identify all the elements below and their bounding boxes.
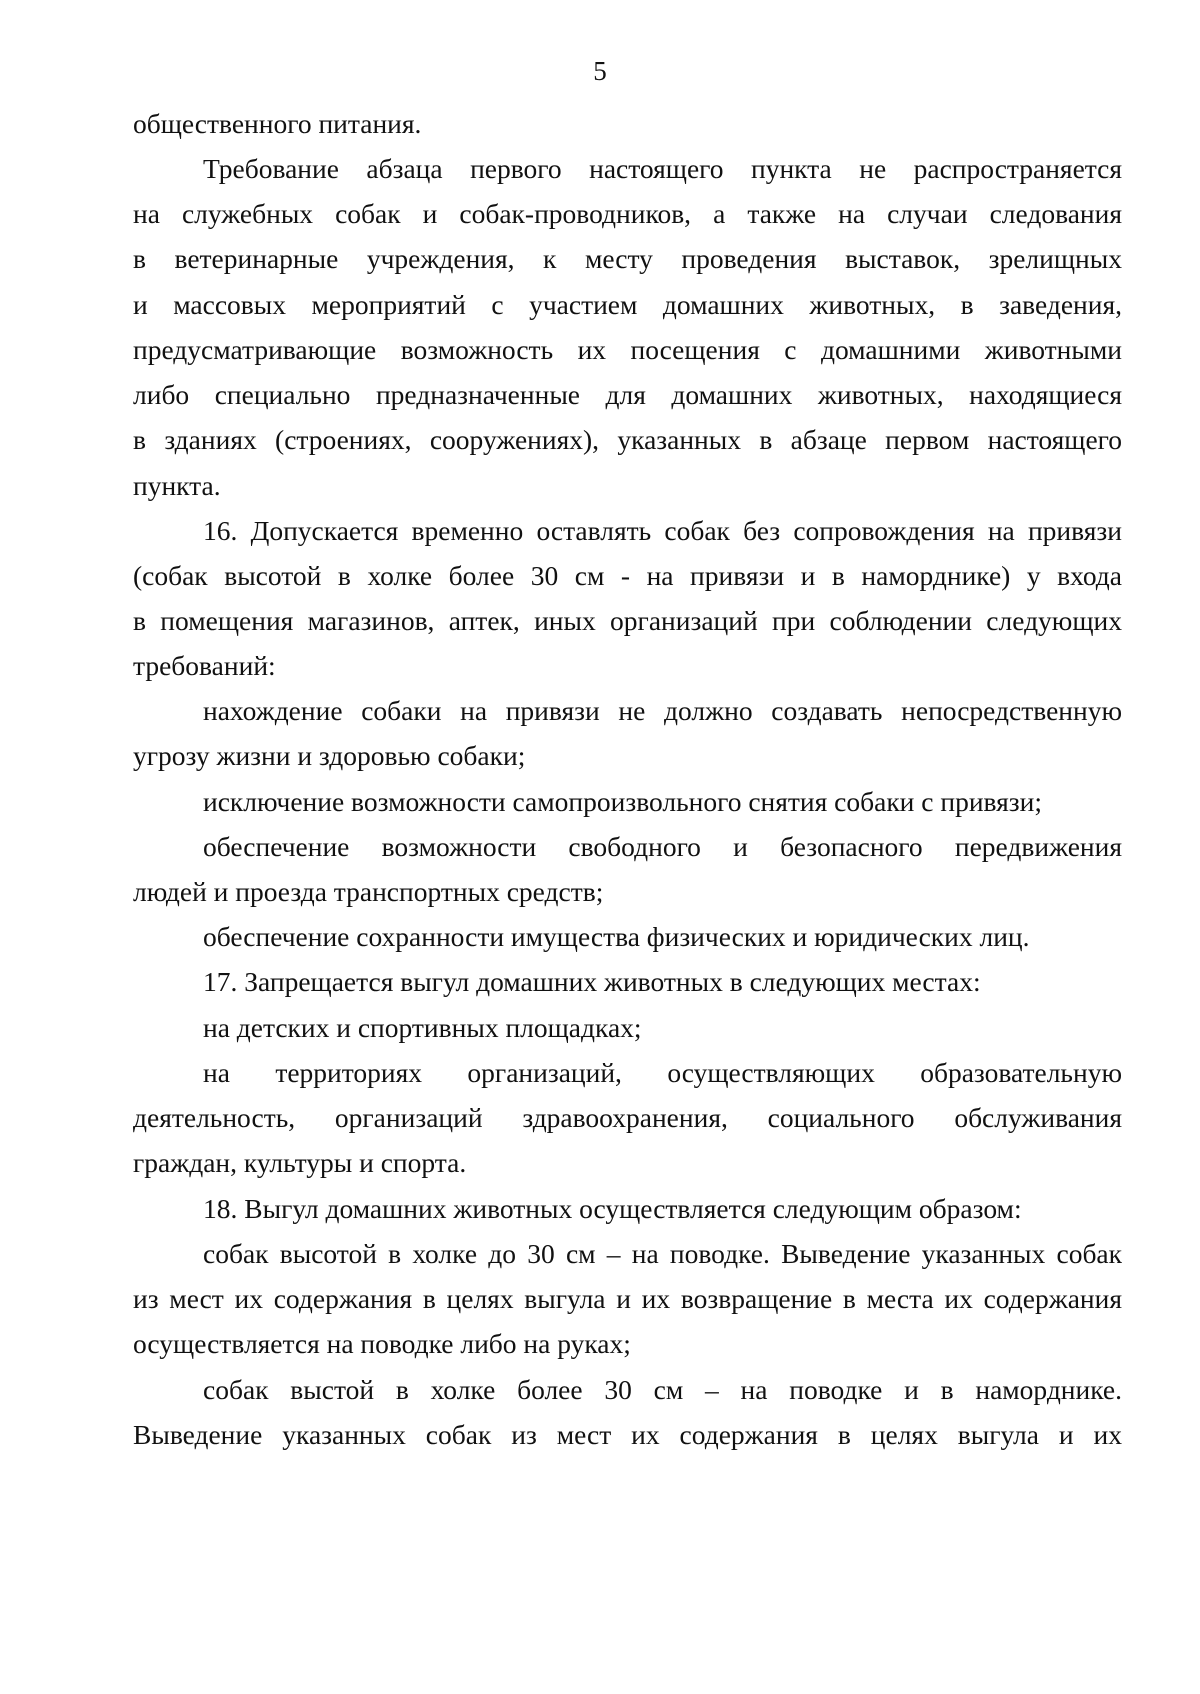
paragraph-first-line: на детских и спортивных площадках; — [203, 1012, 642, 1043]
text-line: и массовых мероприятий с участием домашних животных, в заведения, — [133, 289, 1122, 320]
text-line: пункта. — [133, 470, 221, 501]
text-line: требований: — [133, 650, 276, 681]
text-line: либо специально предназначенные для домашних животных, находящиеся — [133, 379, 1122, 410]
text-line: в зданиях (строениях, сооружениях), указанных в абзаце первом настоящего — [133, 424, 1122, 455]
text-line: в помещения магазинов, аптек, иных организаций при соблюдении следующих — [133, 605, 1122, 636]
paragraph-first-line: собак высотой в холке до 30 см – на поводке. Выведение указанных собак — [203, 1238, 1122, 1269]
text-line: людей и проезда транспортных средств; — [133, 876, 604, 907]
text-line: Выведение указанных собак из мест их содержания в целях выгула и их — [133, 1419, 1122, 1450]
text-line: из мест их содержания в целях выгула и их возвращение в места их содержания — [133, 1283, 1122, 1314]
paragraph-first-line: собак выстой в холке более 30 см – на поводке и в наморднике. — [203, 1374, 1122, 1405]
paragraph-first-line: нахождение собаки на привязи не должно создавать непосредственную — [203, 695, 1122, 726]
text-line: общественного питания. — [133, 108, 422, 139]
page-number: 5 — [593, 56, 607, 86]
clause-17-first-line: 17. Запрещается выгул домашних животных в следующих местах: — [203, 966, 981, 997]
text-line: угрозу жизни и здоровью собаки; — [133, 740, 526, 771]
text-line: осуществляется на поводке либо на руках; — [133, 1328, 631, 1359]
paragraph-first-line: на территориях организаций, осуществляющих образовательную — [203, 1057, 1122, 1088]
paragraph-first-line: обеспечение сохранности имущества физических и юридических лиц. — [203, 921, 1030, 952]
text-line: на служебных собак и собак-проводников, а также на случаи следования — [133, 198, 1122, 229]
paragraph-first-line: исключение возможности самопроизвольного снятия собаки с привязи; — [203, 786, 1043, 817]
clause-18-first-line: 18. Выгул домашних животных осуществляется следующим образом: — [203, 1193, 1022, 1224]
paragraph-first-line: Требование абзаца первого настоящего пункта не распространяется — [203, 153, 1122, 184]
text-line: предусматривающие возможность их посещения с домашними животными — [133, 334, 1122, 365]
text-line: граждан, культуры и спорта. — [133, 1147, 467, 1178]
text-line: в ветеринарные учреждения, к месту проведения выставок, зрелищных — [133, 243, 1122, 274]
clause-16-first-line: 16. Допускается временно оставлять собак без сопровождения на привязи — [203, 515, 1122, 546]
text-line: деятельность, организаций здравоохранения, социального обслуживания — [133, 1102, 1122, 1133]
text-line: (собак высотой в холке более 30 см - на привязи и в наморднике) у входа — [133, 560, 1122, 591]
paragraph-first-line: обеспечение возможности свободного и безопасного передвижения — [203, 831, 1122, 862]
